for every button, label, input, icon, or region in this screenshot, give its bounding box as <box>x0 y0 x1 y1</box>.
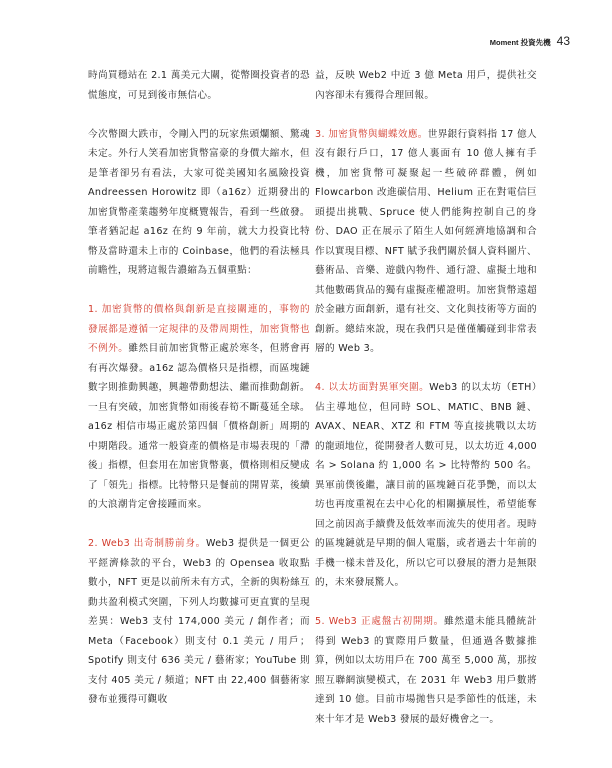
paragraph <box>315 378 537 593</box>
magazine-title: Moment 投資先機 <box>489 38 551 47</box>
paragraph <box>88 66 310 105</box>
paragraph-body: Web3 提供是一個更公平經濟條款的平台，Web3 的 Opensea 收取點數小，NFT 更是以前所未有方式，全新的與粉絲互動共盈利模式突圍，下列人均數據可更直實的呈現差異：Web3 支付 174,000 美元 / 創作者；而 Meta（Facebook）則支付 0.1 美元 / 用戶；Spotify 則支付 636 美元 / 藝術家；YouTube 則支付 405 美元 / 頻道；NFT 由 22,400 個藝術家發布並獲得可觀收 <box>88 538 310 705</box>
paragraph-body: 益，反映 Web2 中近 3 億 Meta 用戶，提供社交內容卻未有獲得合理回報。 <box>315 70 537 101</box>
paragraph <box>88 534 310 710</box>
paragraph-body: 今次幣圈大跌市，令剛入門的玩家焦頭爛額、驚魂未定。外行人笑看加密貨幣富豪的身價大縮水，但是筆者卻另有看法，大家可從美國知名風險投資 Andreessen Horowitz 即（a16z）近期發出的加密貨幣產業趨勢年度概覽報告，看到一些啟發。筆者猶記起 a16z 在約 9 年前，就大力投資比特幣及當時還未上市的 Coinbase，他們的看法極具前瞻性，現將這報告濃縮為五個重點： <box>88 128 310 276</box>
paragraph-heading: 4. 以太坊面對異軍突圍。 <box>315 382 430 393</box>
paragraph <box>88 300 310 515</box>
paragraph-body: 雖然還未能具體統計得到 Web3 的實際用戶數量，但通過各數據推算，例如以太坊用戶在 700 萬至 5,000 萬，那按照互聯網演變模式，在 2031 年 Web3 用戶數將達到 10 億。目前市場拋售只是季節性的低迷，未來十年才是 Web3 發展的最好機會之一。 <box>315 616 537 725</box>
paragraph-body: 雖然目前加密貨幣正處於寒冬，但將會再有再次爆發。a16z 認為價格只是指標，而區塊鏈數字則推動興趣，興趣帶動想法、繼而推動創新。一旦有突破，加密貨幣如雨後春筍不斷蔓延全球。a16z 相信市場正處於第四個「價格創新」周期的中期階段。通常一般資產的價格是市場表現的「滯後」指標，但套用在加密貨幣裏，價格則相反變成了「領先」指標。比特幣只是餐前的開胃菜，後續的大浪潮肯定會接踵而來。 <box>88 343 310 510</box>
paragraph-body: 時尚買穩站在 2.1 萬美元大關，從幣圈投資者的恐慌態度，可見到後市無信心。 <box>88 70 310 101</box>
paragraph-heading: 1. 加密貨幣的價格與創新是直接關連的，事物的發展都是遵循一定規律的及帶周期性，加密貨幣也不例外。 <box>88 304 310 354</box>
paragraph-body: 世界銀行資料指 17 億人沒有銀行戶口，17 億人裏面有 10 億人擁有手機，加密貨幣可凝聚起一些破碎群體，例如 Flowcarbon 改進碳信用、Helium 正在對電信巨頭提出挑戰、Spruce 使人們能夠控制自己的身份、DAO 正在展示了陌生人如何經濟地協調和合作以實現目標、NFT 賦予我們關於個人資料圖片、藝術品、音樂、遊戲內物件、通行證、虛擬土地和其他數碼貨品的獨有虛擬產權證明。加密貨幣遠超於金融方面創新，還有社交、文化與技術等方面的創新。總結來說，現在我們只是僅僅觸碰到非常表層的 Web 3。 <box>315 128 537 354</box>
paragraph <box>315 66 537 105</box>
paragraph <box>88 125 310 281</box>
paragraph <box>315 125 537 359</box>
paragraph-heading: 5. Web3 正處盤古初開期。 <box>315 616 444 627</box>
left-column <box>88 66 310 729</box>
paragraph-heading: 3. 加密貨幣與蝴蝶效應。 <box>315 128 428 140</box>
page-header <box>490 34 570 48</box>
paragraph <box>315 612 537 729</box>
paragraph-heading: 2. Web3 出奇制勝前身。 <box>88 538 206 549</box>
right-column <box>315 66 537 749</box>
page-number: 43 <box>556 34 570 48</box>
paragraph-body: Web3 的以太坊（ETH）佔主導地位，但同時 SOL、MATIC、BNB 鏈、AVAX、NEAR、XTZ 和 FTM 等直接挑戰以太坊的龍頭地位，從開發者人數可見，以太坊近 4,000 名 > Solana 約 1,000 名 > 比特幣約 500 名。異軍前僕後繼，讓目前的區塊鏈百花爭艷，而以太坊也再度重視在去中心化的相關擴展性，希望能奪回之前因高手續費及低效率而流失的使用者。現時的區塊鏈就是早期的個人電腦，或者過去十年前的手機一樣未普及化，所以它可以發展的潛力是無限的，未來發展驚人。 <box>315 382 537 588</box>
